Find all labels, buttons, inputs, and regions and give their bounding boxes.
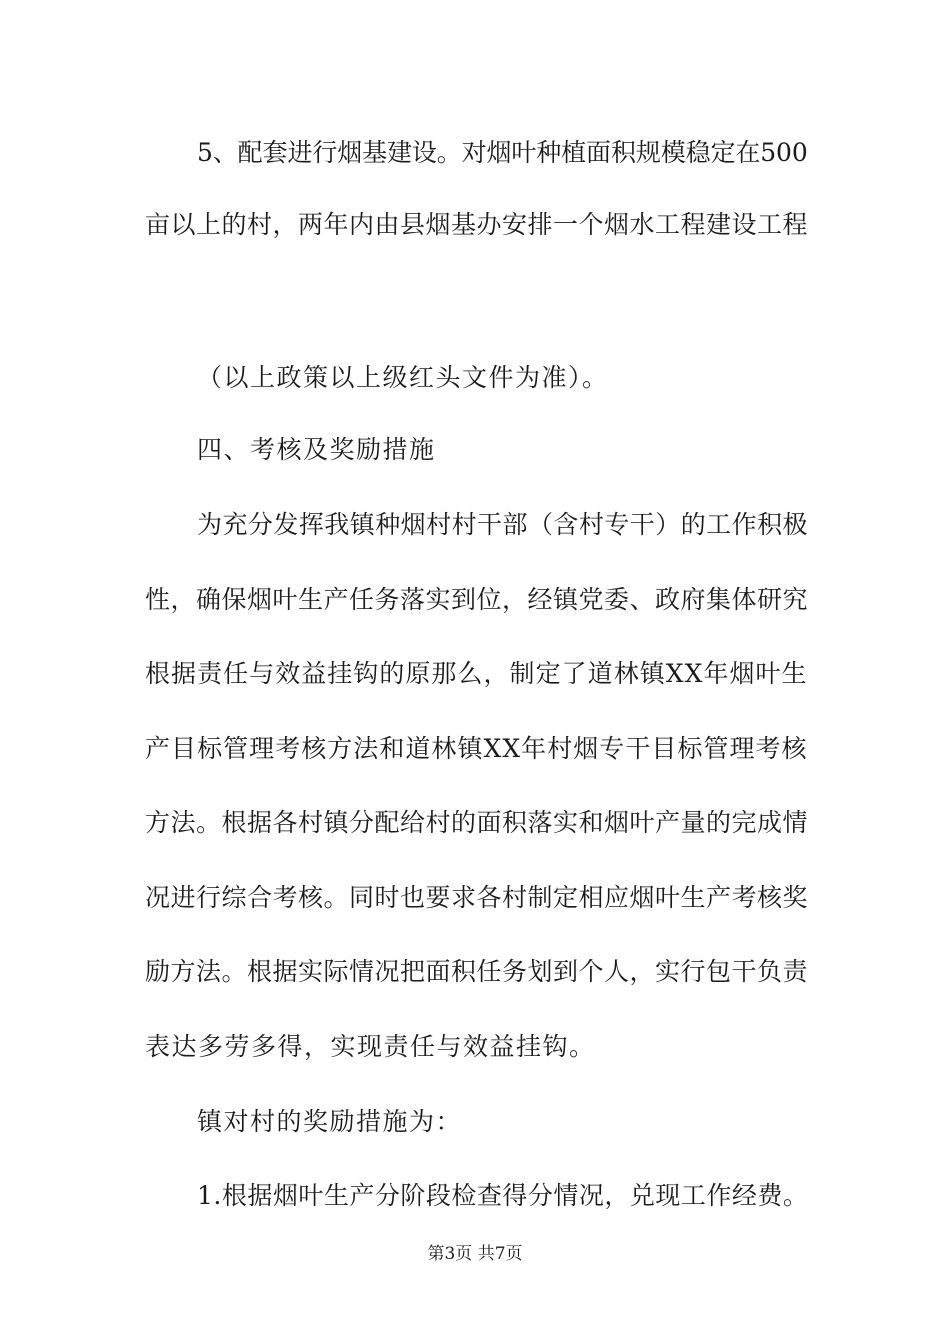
paragraph-line: 方法。根据各村镇分配给村的面积落实和烟叶产量的完成情 <box>145 808 809 837</box>
paragraph-line: 为充分发挥我镇种烟村村干部（含村专干）的工作积极 <box>197 510 809 539</box>
paragraph-line: 镇对村的奖励措施为： <box>197 1107 463 1136</box>
paragraph-line: 亩以上的村，两年内由县烟基办安排一个烟水工程建设工程 <box>145 210 809 239</box>
section-heading: 四、考核及奖励措施 <box>197 435 436 464</box>
paragraph-line: 产目标管理考核方法和道林镇XX年村烟专干目标管理考核 <box>145 734 808 763</box>
paragraph-line: 5、配套进行烟基建设。对烟叶种植面积规模稳定在500 <box>197 138 808 167</box>
paragraph-line: 况进行综合考核。同时也要求各村制定相应烟叶生产考核奖 <box>145 883 809 912</box>
paragraph-line: 根据责任与效益挂钩的原那么，制定了道林镇XX年烟叶生 <box>145 659 808 688</box>
paragraph-line: 励方法。根据实际情况把面积任务划到个人，实行包干负责 <box>145 957 809 986</box>
page-number-footer: 第3页 共7页 <box>427 1244 523 1264</box>
paragraph-line: 1.根据烟叶生产分阶段检查得分情况，兑现工作经费。 <box>197 1181 809 1210</box>
paragraph-line: 性，确保烟叶生产任务落实到位，经镇党委、政府集体研究 <box>145 585 809 614</box>
paragraph-line: 表达多劳多得，实现责任与效益挂钩。 <box>145 1032 596 1061</box>
paragraph-line: （以上政策以上级红头文件为准）。 <box>197 363 609 392</box>
